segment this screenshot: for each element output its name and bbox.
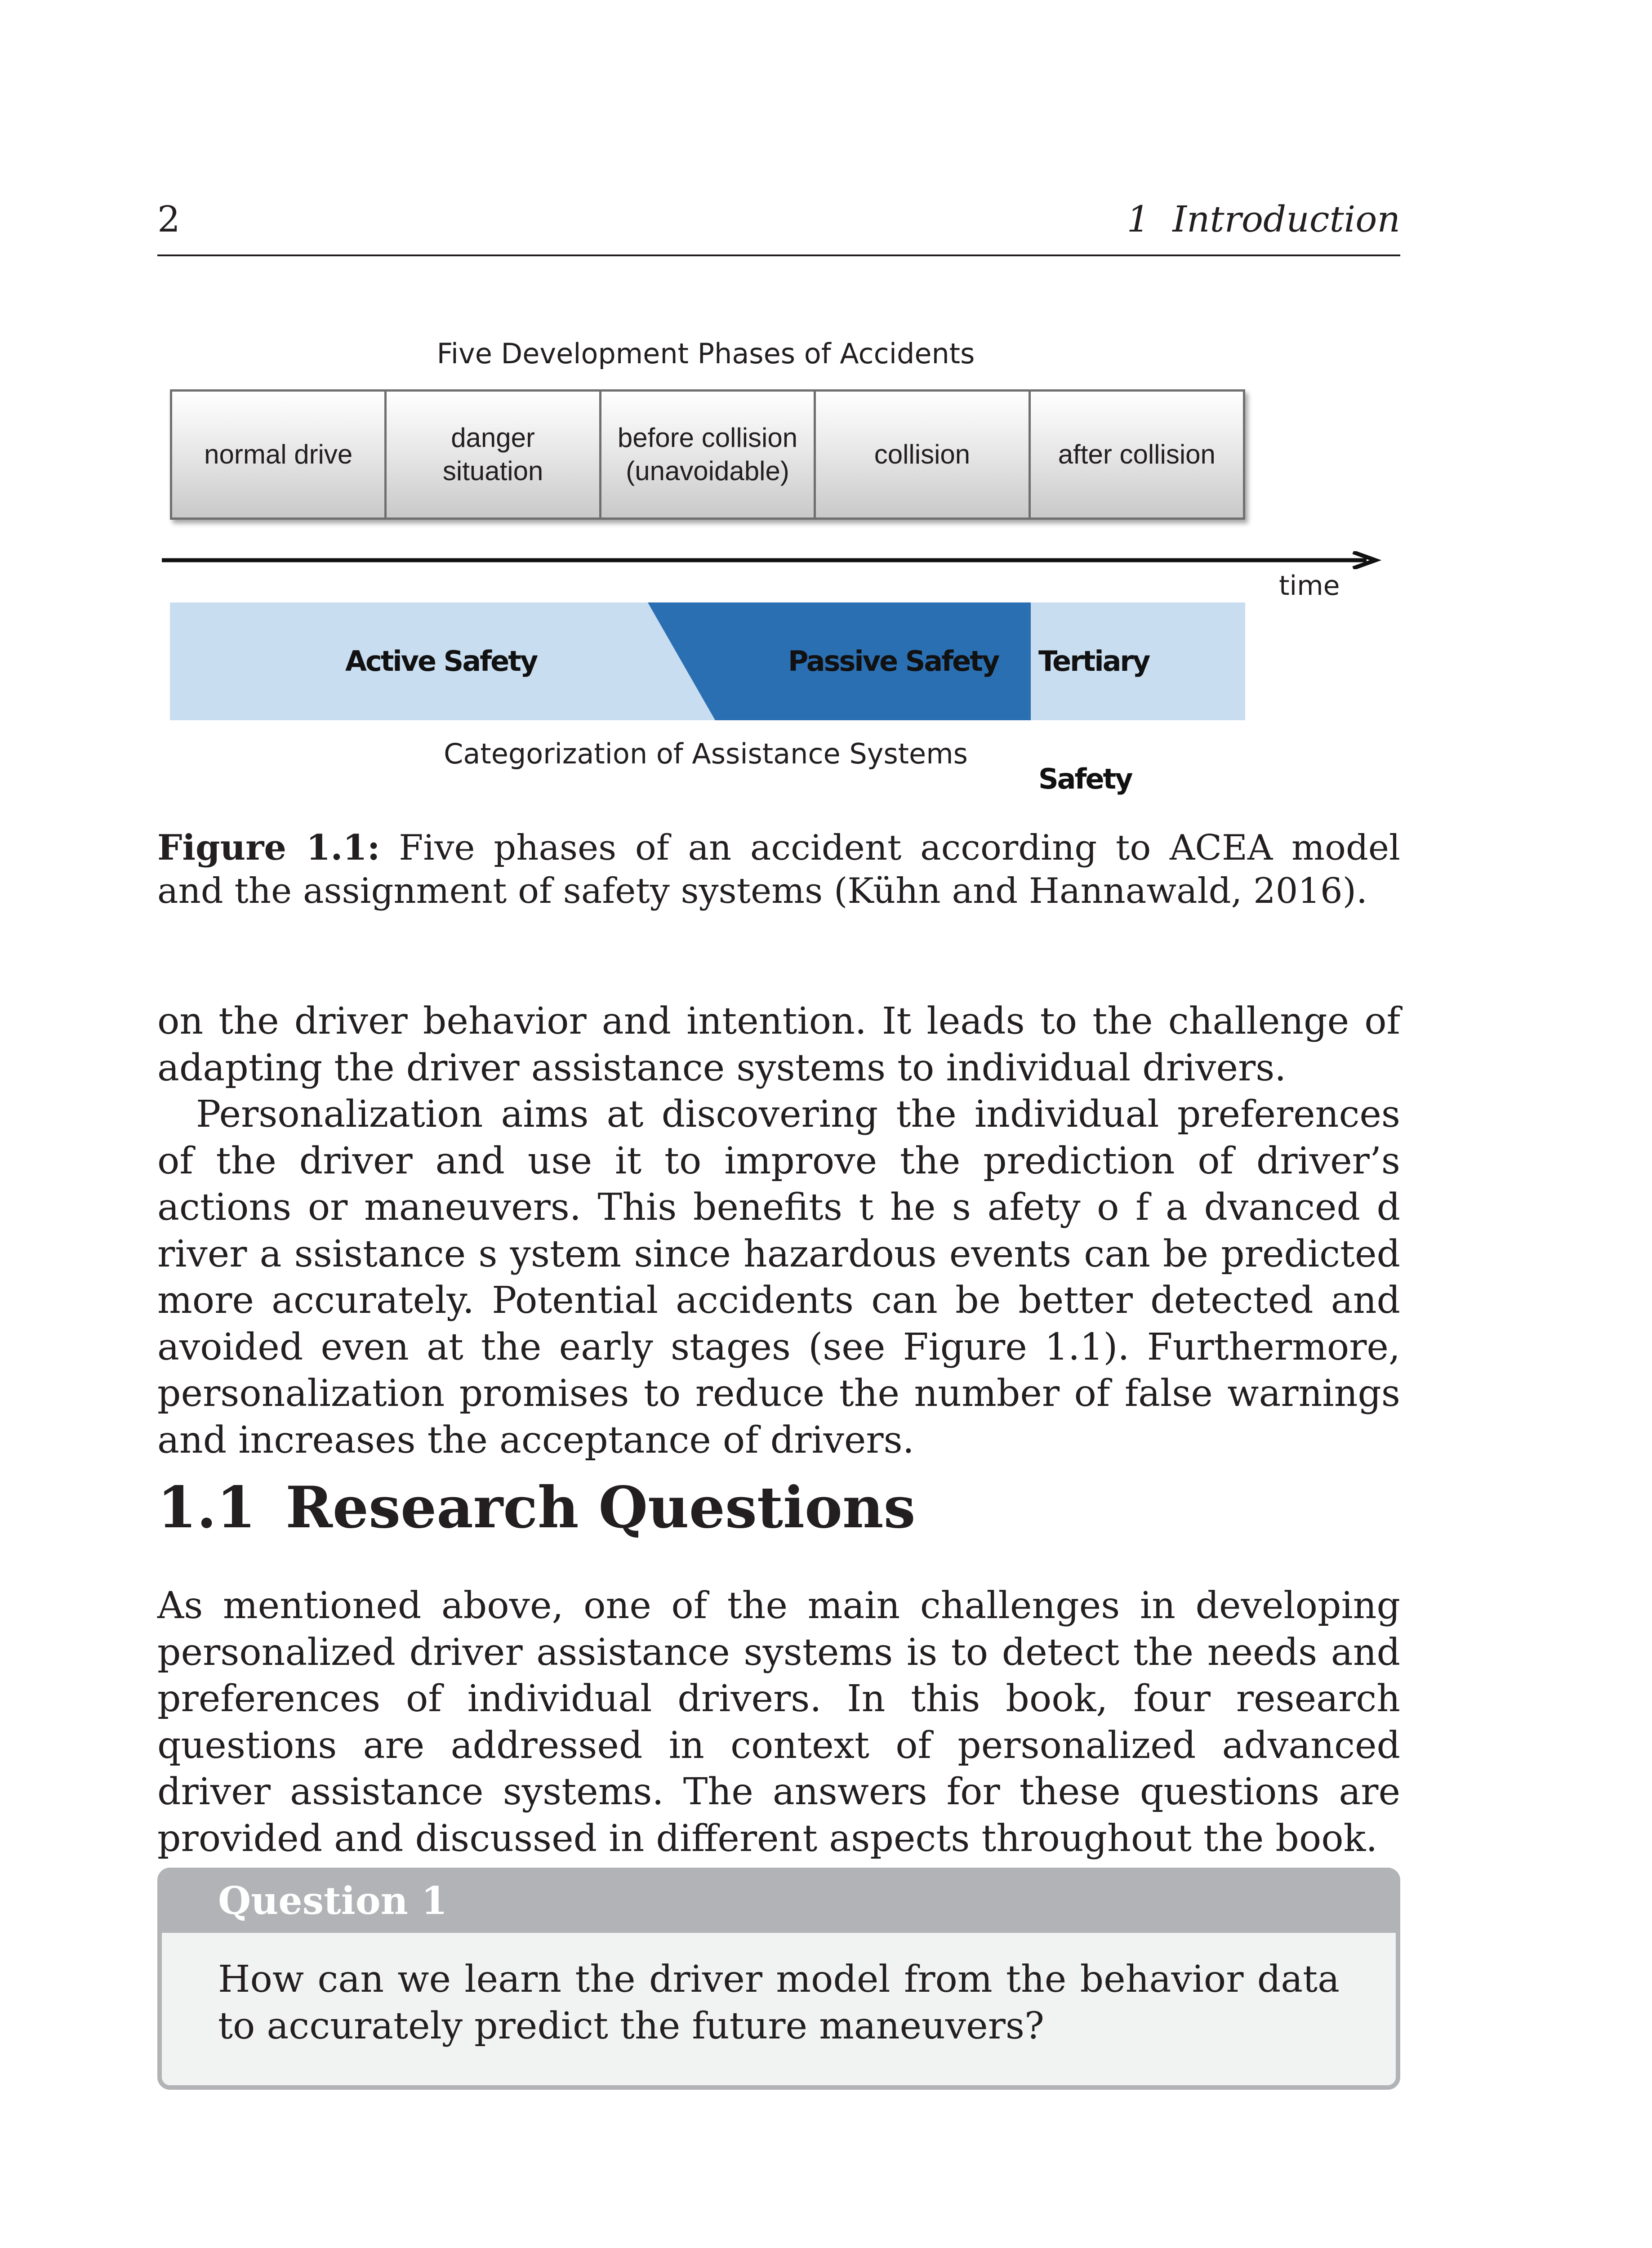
caption-label: Figure 1.1: (157, 827, 380, 868)
question-title: Question 1 (162, 1872, 1396, 1933)
question-box (157, 1868, 1400, 2090)
active-safety-label: Active Safety (345, 645, 537, 678)
body-paragraph: Personalization aims at discovering the individual preferences of the driver and use it to improve the prediction of driver’s actions or maneuvers. This benefits t he s afety o f a dvanced d river a ssistance s ystem since hazardous events can be predicted more accurately. Potential accidents can be better detected and avoided even at the early stages (see Figure 1.1). Furthermore, personalization promises to reduce the number of false warnings and increases the acceptance of drivers. (157, 1093, 1400, 1462)
passive-safety-label: Passive Safety (788, 645, 999, 678)
phase-label: normal drive (204, 439, 353, 469)
figure-subtitle: Categorization of Assistance Systems (444, 737, 968, 770)
phase-box (384, 389, 601, 520)
time-arrow (162, 551, 1385, 569)
page-number: 2 (157, 198, 180, 240)
phase-box (814, 389, 1030, 520)
time-axis-label: time (1279, 570, 1340, 602)
tertiary-safety-label: Tertiary Safety (1038, 645, 1149, 795)
figure-caption (157, 826, 1400, 913)
phase-label: danger situation (442, 423, 543, 486)
section-heading (157, 1474, 916, 1541)
body-paragraph: on the driver behavior and intention. It leads to the challenge of adapting the driver assistance systems to individual drivers. (157, 1000, 1400, 1089)
section-title: Research Questions (285, 1474, 916, 1541)
phase-label: after collision (1058, 439, 1216, 469)
section-paragraph: As mentioned above, one of the main challenges in developing personalized driver assistance systems is to detect the needs and preferences of individual drivers. In this book, four research questions are addressed in context of personalized advanced driver assistance systems. The answers for these questions are provided and discussed in different aspects throughout the book. (157, 1584, 1400, 1860)
phase-box (599, 389, 816, 520)
section-number: 1.1 (157, 1474, 256, 1541)
phase-label: before collision (unavoidable) (617, 423, 798, 486)
header-rule (157, 254, 1400, 256)
phase-box (170, 389, 387, 520)
phase-box (1029, 389, 1245, 520)
phase-label: collision (874, 439, 971, 469)
chapter-title: 1 Introduction (1127, 198, 1400, 240)
question-text: How can we learn the driver model from the behavior data to accurately predict the future maneuvers? (218, 1958, 1340, 2047)
phase-row (170, 389, 1245, 520)
caption-text: Five phases of an accident according to ACEA model and the assignment of safety systems (Kühn and Hannawald, 2016). (157, 828, 1400, 911)
figure-title: Five Development Phases of Accidents (436, 337, 975, 370)
